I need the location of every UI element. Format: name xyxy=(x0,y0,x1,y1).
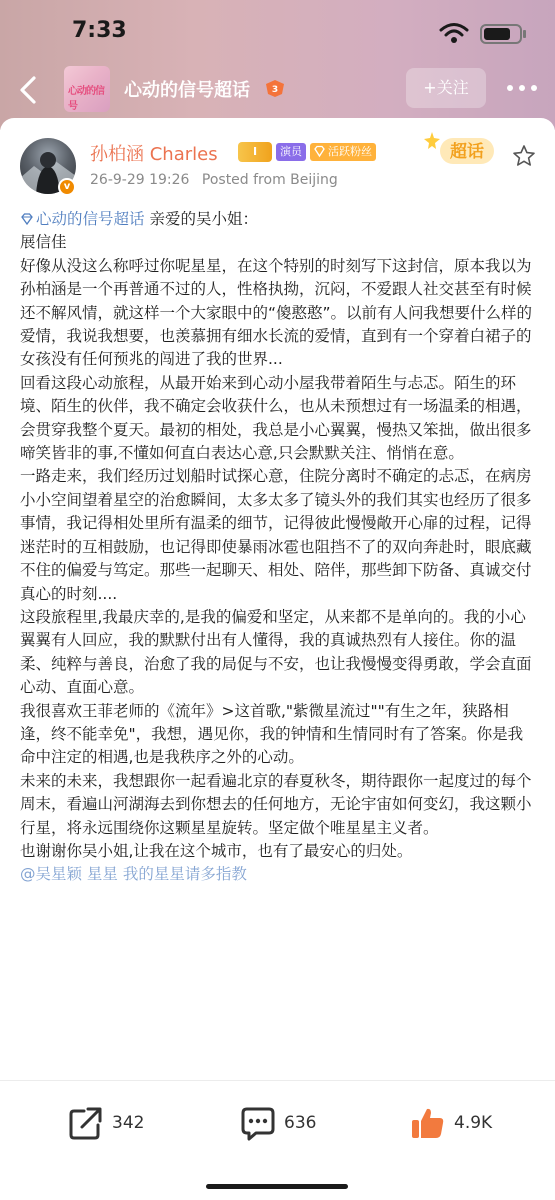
post-timestamp: 26-9-29 19:26 xyxy=(90,172,190,188)
paragraph: 展信佳 xyxy=(20,233,67,252)
paragraph: 我很喜欢王菲老师的《流年》>这首歌,"紫微星流过""有生之年，狭路相逢，终不能幸免"，我想，遇见你，我的钟情和生情同时有了答案。你是我命中注定的相遇,也是我秩序之外的心动。 xyxy=(20,701,524,767)
topic-level-text: 3 xyxy=(271,85,279,95)
follow-button[interactable]: +关注 xyxy=(406,68,486,108)
paragraph: 未来的未来，我想跟你一起看遍北京的春夏秋冬，期待跟你一起度过的每个周末，看遍山河湖海去到你想去的任何地方，无论宇宙如何变幻，我这颗小行星，将永远围绕你这颗星星旋转。坚定做个唯星星主义者。 xyxy=(20,771,532,837)
wifi-icon xyxy=(441,25,467,44)
share-icon xyxy=(68,1105,104,1141)
topic-title[interactable]: 心动的信号超话 xyxy=(124,80,250,101)
supertopic-badge[interactable] xyxy=(424,128,496,168)
role-tag: 演员 xyxy=(276,143,306,161)
crown-level-badge: I xyxy=(238,142,272,162)
star-icon[interactable] xyxy=(512,144,536,168)
thumbnail-text: 心动的信号 xyxy=(68,86,104,112)
topic-diamond-icon xyxy=(20,212,34,226)
topic-link-text: 心动的信号超话 xyxy=(36,210,145,228)
like-count: 4.9K xyxy=(454,1113,493,1133)
paragraph: 一路走来，我们经历过划船时试探心意，住院分离时不确定的忐忑，在病房小小空间望着星空的治愈瞬间，太多太多了镜头外的我们其实也经历了很多事情，我记得相处里所有温柔的细节，记得彼此慢慢敞开心扉的过程，记得迷茫时的互相鼓励，也记得即使暴雨冰雹也阻挡不了的双向奔赴时，眼底藏不住的偏爱与笃定。那些一起聊天、相处、陪伴，那些卸下防备、真诚交付真心的时刻.... xyxy=(20,467,532,603)
paragraph: 这段旅程里,我最庆幸的,是我的偏爱和坚定，从来都不是单向的。我的小心翼翼有人回应，我的默默付出有人懂得，我的真诚热烈有人接住。你的温柔、纯粹与善良，治愈了我的局促与不安，也让我慢慢变得勇敢，学会直面心动、直面心意。 xyxy=(20,607,532,697)
like-thumb-icon xyxy=(410,1105,446,1141)
post-location: Posted from Beijing xyxy=(201,172,338,188)
battery-icon xyxy=(481,25,526,43)
paragraph: 也谢谢你吴小姐,让我在这个城市，也有了最安心的归处。 xyxy=(20,841,413,860)
action-bar xyxy=(0,1080,555,1200)
topic-link[interactable] xyxy=(20,210,145,228)
status-icons xyxy=(437,20,529,46)
share-count: 342 xyxy=(112,1113,145,1133)
fan-tag-label: 活跃粉丝 xyxy=(328,145,372,158)
mention-line[interactable]: @吴星颖 星星 我的星星请多指教 xyxy=(20,865,247,884)
paragraph: 回看这段心动旅程，从最开始来到心动小屋我带着陌生与忐忑。陌生的环境、陌生的伙伴，我不确定会收获什么，也从未预想过有一场温柔的相遇，会贯穿我整个夏天。最初的相处，我总是小心翼翼，慢热又笨拙，做出很多啼笑皆非的事,不懂如何直白表达心意,只会默默关注、悄悄在意。 xyxy=(20,373,532,463)
status-time: 7:33 xyxy=(72,18,127,43)
supertopic-label: 超话 xyxy=(450,142,484,162)
post-body xyxy=(20,208,534,1078)
greeting: 亲爱的吴小姐： xyxy=(144,210,258,228)
verified-icon: v xyxy=(58,178,76,196)
diamond-icon xyxy=(313,145,326,158)
topic-level-badge xyxy=(264,78,286,98)
status-bar xyxy=(0,0,555,64)
comment-count: 636 xyxy=(284,1113,317,1133)
home-indicator xyxy=(206,1184,348,1189)
back-arrow-icon[interactable] xyxy=(12,72,48,108)
post-first-line xyxy=(20,208,534,231)
topic-nav-bar xyxy=(0,62,555,118)
post-meta xyxy=(90,172,338,188)
username[interactable]: 孙柏涵 Charles xyxy=(90,144,218,165)
comment-icon xyxy=(240,1105,276,1141)
post-card xyxy=(0,118,555,1080)
fan-tag xyxy=(310,143,376,161)
topic-thumbnail[interactable] xyxy=(64,66,110,112)
more-dots-icon[interactable] xyxy=(500,70,544,106)
paragraph: 好像从没这么称呼过你呢星星，在这个特别的时刻写下这封信，原本我以为孙柏涵是一个再普通不过的人，性格执拗，沉闷，不爱跟人社交甚至有时候还不解风情，就这样一个大家眼中的“傻憨憨”。以前有人问我想要什么样的爱情，我说我想要，也羡慕拥有细水长流的爱情，直到有一个穿着白裙子的女孩没有任何预兆的闯进了我的世界... xyxy=(20,256,533,369)
